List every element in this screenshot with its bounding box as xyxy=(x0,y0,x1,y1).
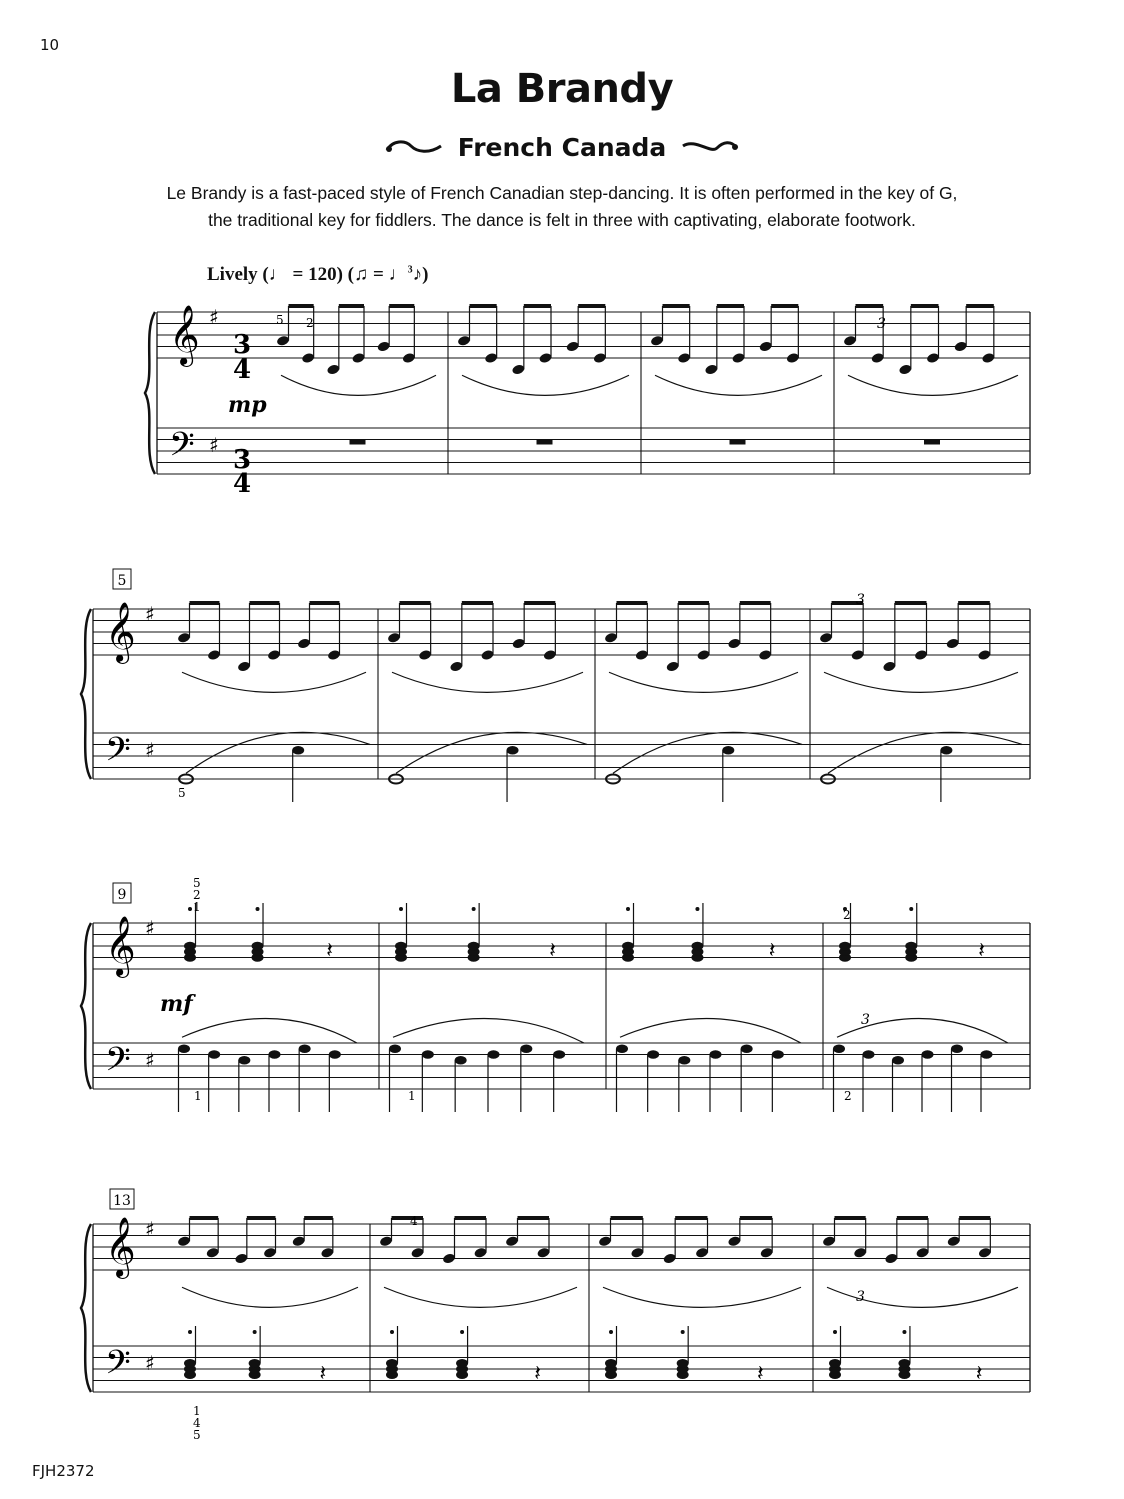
staccato-dot xyxy=(460,1330,464,1334)
quarter-note xyxy=(507,746,519,755)
staccato-dot xyxy=(695,907,699,911)
notehead xyxy=(710,1050,722,1059)
notehead xyxy=(678,1056,690,1065)
notehead xyxy=(238,1056,250,1065)
triplet-mark: 3 xyxy=(856,1289,865,1305)
tempo-label: Lively ( xyxy=(207,264,269,285)
staccato-dot xyxy=(833,1330,837,1334)
fingering: 1 xyxy=(193,900,201,914)
key-signature-sharp: ♯ xyxy=(145,602,155,626)
quarter-rest: 𝄽 xyxy=(975,1361,983,1387)
notehead xyxy=(833,1044,845,1053)
tuplet-mark: 3 xyxy=(407,264,413,276)
slur xyxy=(392,672,583,692)
staccato-dot xyxy=(390,1330,394,1334)
bass-clef: 𝄢 xyxy=(169,426,195,472)
fingering: 2 xyxy=(306,316,314,330)
fingering: 4 xyxy=(410,1214,418,1228)
bass-clef: 𝄢 xyxy=(105,731,131,777)
chord-notehead xyxy=(605,1359,617,1368)
notehead xyxy=(647,1050,659,1059)
key-signature-sharp: ♯ xyxy=(209,305,219,329)
quarter-rest: 𝄽 xyxy=(768,938,776,964)
fingering: 4 xyxy=(193,1416,201,1430)
staccato-dot xyxy=(902,1330,906,1334)
chord-notehead xyxy=(184,942,196,951)
whole-rest xyxy=(350,440,366,445)
notehead xyxy=(772,1050,784,1059)
time-sig-bass-bottom: 4 xyxy=(233,469,252,499)
slur xyxy=(462,375,629,395)
quarter-rest: 𝄽 xyxy=(757,1361,764,1387)
staccato-dot xyxy=(472,907,476,911)
tempo-close: ) xyxy=(422,264,429,285)
slur xyxy=(609,672,798,692)
description-line-2: the traditional key for fiddlers. The dance is felt in three with captivating, elaborate footwork. xyxy=(208,210,916,230)
chord-notehead xyxy=(905,942,917,951)
slur xyxy=(281,375,436,395)
brace xyxy=(145,312,155,474)
notehead xyxy=(951,1044,963,1053)
notehead xyxy=(329,1050,341,1059)
staccato-dot xyxy=(681,1330,685,1334)
staccato-dot xyxy=(609,1330,613,1334)
treble-clef: 𝄞 xyxy=(105,1217,136,1277)
key-signature-sharp: ♯ xyxy=(209,433,219,457)
chord-notehead xyxy=(386,1359,398,1368)
slur xyxy=(824,672,1018,692)
measure-number-5: 5 xyxy=(117,573,127,589)
key-signature-sharp: ♯ xyxy=(145,738,155,762)
chord-notehead xyxy=(395,942,407,951)
notehead xyxy=(981,1050,993,1059)
chord-notehead xyxy=(829,1359,841,1368)
notehead xyxy=(208,1050,220,1059)
quarter-note xyxy=(292,746,304,755)
subtitle: French Canada xyxy=(457,132,667,162)
staccato-dot xyxy=(188,907,192,911)
chord-notehead xyxy=(184,1359,196,1368)
piece-title: La Brandy xyxy=(450,66,674,112)
quarter-note-icon: ♩ xyxy=(268,264,288,285)
quarter-rest: 𝄽 xyxy=(326,938,333,964)
fingering: 2 xyxy=(843,908,851,922)
swing-quarter-icon: ♩ xyxy=(388,264,408,285)
notehead xyxy=(488,1050,500,1059)
brace xyxy=(81,923,91,1089)
treble-clef: 𝄞 xyxy=(105,916,136,976)
chord-notehead xyxy=(468,942,480,951)
fingering: 5 xyxy=(276,313,284,327)
quarter-rest: 𝄽 xyxy=(549,938,556,964)
key-signature-sharp: ♯ xyxy=(145,1351,155,1375)
slur xyxy=(384,1287,577,1307)
quarter-rest: 𝄽 xyxy=(534,1361,541,1387)
whole-rest xyxy=(537,440,553,445)
quarter-rest: 𝄽 xyxy=(978,938,985,964)
slur xyxy=(182,1287,358,1307)
slur xyxy=(848,375,1018,395)
dynamic-mp: mp xyxy=(228,392,267,418)
fingering: 1 xyxy=(408,1089,416,1103)
fingering: 2 xyxy=(193,888,201,902)
notehead xyxy=(389,1044,401,1053)
chord-notehead xyxy=(249,1359,261,1368)
slur xyxy=(603,1287,801,1307)
slur xyxy=(393,1018,584,1043)
whole-rest xyxy=(730,440,746,445)
triplet-mark: 3 xyxy=(861,1012,870,1028)
notehead xyxy=(922,1050,934,1059)
quarter-note xyxy=(722,746,734,755)
slur xyxy=(182,1018,357,1043)
fingering: 2 xyxy=(844,1089,852,1103)
fingering: 1 xyxy=(193,1404,201,1418)
staccato-dot xyxy=(626,907,630,911)
swing-eighth-icon: ♪ xyxy=(412,264,423,285)
staccato-dot xyxy=(253,1330,257,1334)
slur xyxy=(655,375,822,395)
footer-code: FJH2372 xyxy=(32,1462,95,1480)
triplet-mark: 3 xyxy=(856,592,865,608)
time-sig-treble-bottom: 4 xyxy=(233,355,252,385)
staccato-dot xyxy=(188,1330,192,1334)
notehead xyxy=(616,1044,628,1053)
bass-clef: 𝄢 xyxy=(105,1344,131,1390)
time-sig-treble-top: 3 xyxy=(233,330,252,360)
brace xyxy=(81,1224,91,1392)
dynamic-mf: mf xyxy=(160,991,193,1017)
fingering: 5 xyxy=(193,1428,201,1442)
notehead xyxy=(520,1044,532,1053)
slur xyxy=(620,1018,801,1043)
fingering: 5 xyxy=(178,786,186,800)
page-number: 10 xyxy=(40,36,60,54)
key-signature-sharp: ♯ xyxy=(145,1048,155,1072)
chord-notehead xyxy=(677,1359,689,1368)
time-sig-bass-top: 3 xyxy=(233,445,252,475)
quarter-rest: 𝄽 xyxy=(319,1361,327,1387)
fingering: 1 xyxy=(194,1089,202,1103)
treble-clef: 𝄞 xyxy=(105,602,136,662)
whole-rest xyxy=(924,440,940,445)
measure-number-9: 9 xyxy=(117,887,127,903)
fingering: 5 xyxy=(193,876,201,890)
quarter-note xyxy=(940,746,952,755)
bass-clef: 𝄢 xyxy=(105,1041,131,1087)
chord-notehead xyxy=(456,1359,468,1368)
score-layer xyxy=(81,305,1030,1392)
staccato-dot xyxy=(256,907,260,911)
slur xyxy=(182,672,366,692)
notehead xyxy=(422,1050,434,1059)
measure-number-13: 13 xyxy=(113,1193,131,1209)
notehead xyxy=(455,1056,467,1065)
notehead xyxy=(741,1044,753,1053)
staccato-dot xyxy=(399,907,403,911)
staccato-dot xyxy=(909,907,913,911)
notehead xyxy=(269,1050,281,1059)
two-eighths-icon: ♫ xyxy=(353,264,369,285)
chord-notehead xyxy=(691,942,703,951)
notehead xyxy=(553,1050,565,1059)
brace xyxy=(81,609,91,779)
description-line-1: Le Brandy is a fast-paced style of French Canadian step-dancing. It is often performed in the key of G, xyxy=(166,183,958,203)
notehead xyxy=(178,1044,190,1053)
tempo-value: = 120) ( xyxy=(292,264,354,285)
chord-notehead xyxy=(839,942,851,951)
notehead xyxy=(892,1056,904,1065)
key-signature-sharp: ♯ xyxy=(145,916,155,940)
triplet-mark: 3 xyxy=(877,316,886,332)
notehead xyxy=(863,1050,875,1059)
key-signature-sharp: ♯ xyxy=(145,1217,155,1241)
tempo-equals: = xyxy=(372,264,384,285)
chord-notehead xyxy=(898,1359,910,1368)
chord-notehead xyxy=(622,942,634,951)
notehead xyxy=(299,1044,311,1053)
chord-notehead xyxy=(252,942,264,951)
treble-clef: 𝄞 xyxy=(169,305,200,365)
